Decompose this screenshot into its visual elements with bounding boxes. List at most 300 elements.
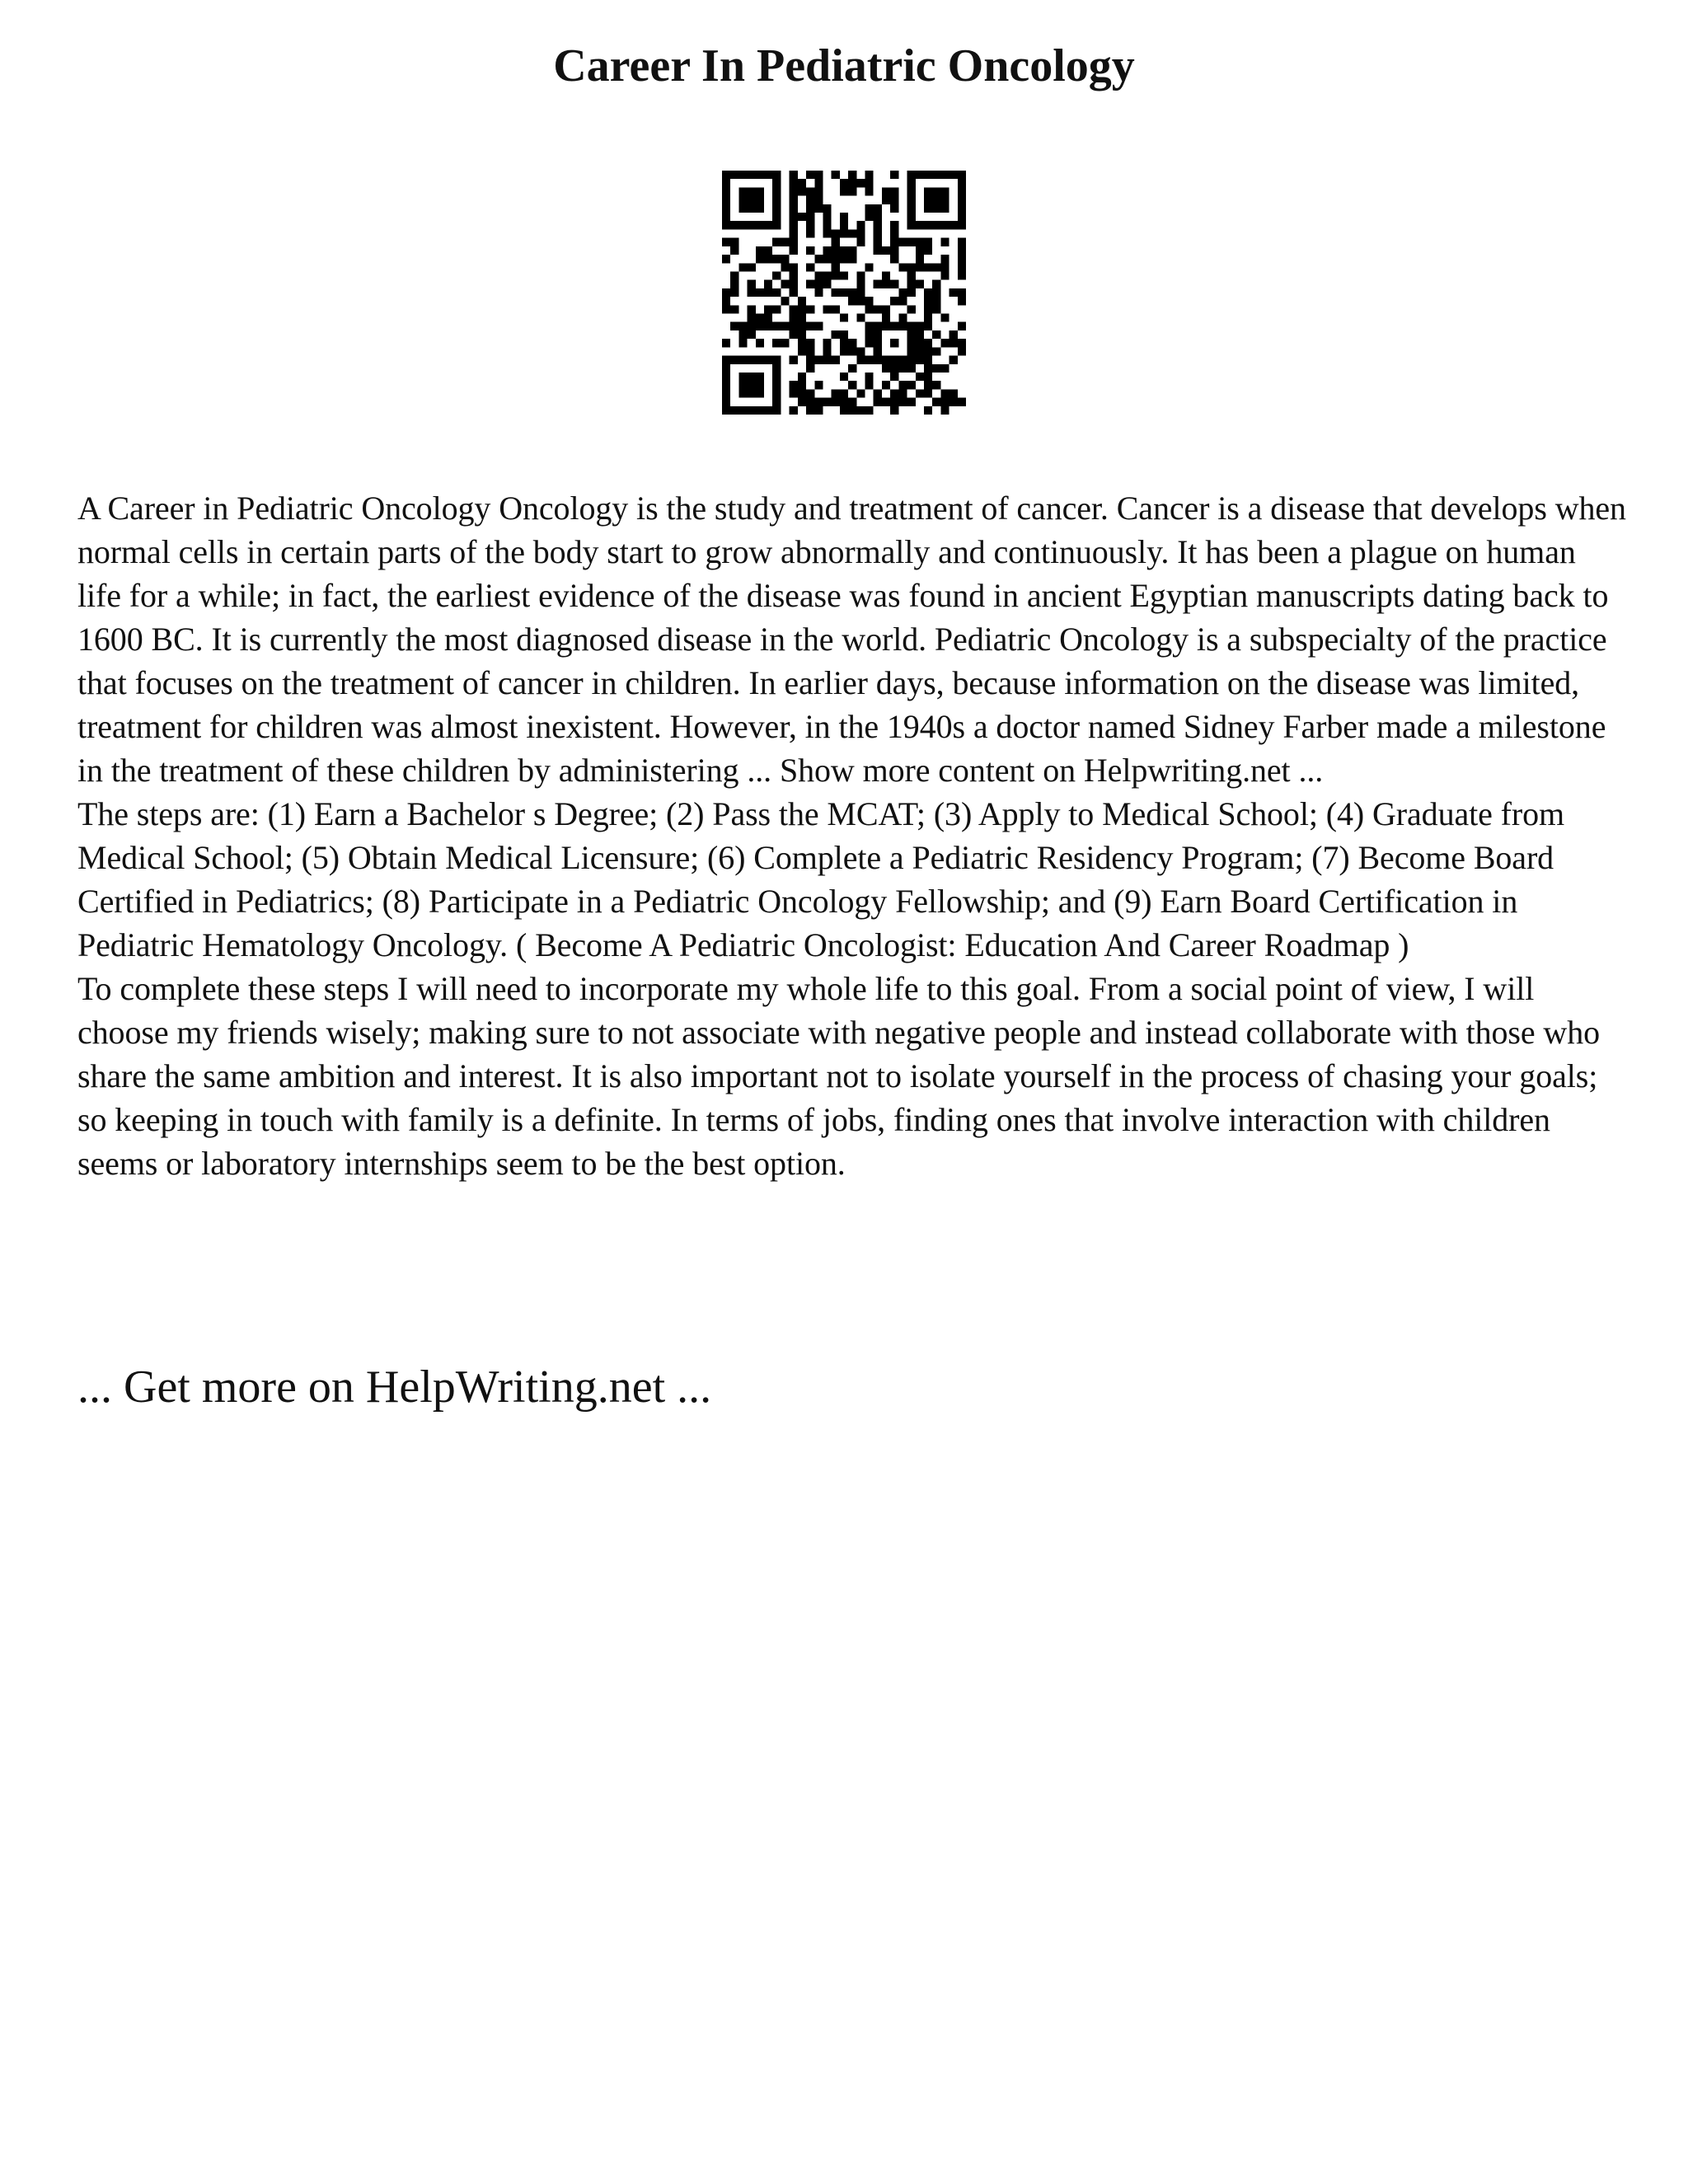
qr-module [840, 179, 848, 187]
qr-module [907, 398, 916, 406]
qr-module [840, 187, 848, 195]
qr-module [865, 263, 874, 271]
qr-module [840, 255, 848, 263]
qr-module [840, 314, 848, 322]
qr-module [874, 238, 882, 246]
qr-module [940, 204, 949, 213]
qr-module [932, 204, 940, 213]
qr-module [924, 171, 932, 179]
qr-module [772, 187, 781, 195]
qr-module [856, 356, 865, 364]
qr-module [848, 229, 856, 237]
qr-module [856, 314, 865, 322]
qr-module [890, 364, 898, 373]
qr-module [748, 330, 756, 339]
qr-module [748, 373, 756, 381]
qr-module [722, 373, 730, 381]
qr-module [756, 171, 764, 179]
qr-module [806, 356, 814, 364]
qr-module [798, 213, 806, 221]
qr-module [882, 271, 890, 279]
qr-module [907, 221, 916, 229]
qr-module [748, 221, 756, 229]
qr-module [898, 398, 907, 406]
qr-module [823, 339, 831, 347]
qr-module [950, 221, 958, 229]
qr-module [840, 221, 848, 229]
qr-module [823, 271, 831, 279]
qr-module [798, 381, 806, 389]
qr-module [840, 330, 848, 339]
qr-module [916, 347, 924, 355]
qr-module [756, 221, 764, 229]
qr-module [882, 356, 890, 364]
qr-module [874, 280, 882, 288]
qr-module [916, 238, 924, 246]
qr-module [907, 263, 916, 271]
qr-module [772, 179, 781, 187]
qr-module [924, 314, 932, 322]
qr-module [950, 389, 958, 397]
qr-module [722, 204, 730, 213]
qr-module [798, 187, 806, 195]
qr-module [832, 389, 840, 397]
qr-module [781, 280, 789, 288]
qr-module [772, 288, 781, 297]
qr-module [806, 171, 814, 179]
qr-module [958, 271, 966, 279]
qr-module [856, 347, 865, 355]
qr-module [806, 364, 814, 373]
qr-module [748, 406, 756, 415]
qr-module [932, 288, 940, 297]
qr-module [806, 339, 814, 347]
qr-module [772, 406, 781, 415]
qr-module [814, 271, 823, 279]
qr-code-graphic [722, 171, 966, 415]
qr-module [907, 187, 916, 195]
qr-module [772, 204, 781, 213]
qr-module [781, 339, 789, 347]
qr-module [756, 373, 764, 381]
qr-module [840, 389, 848, 397]
qr-module [874, 398, 882, 406]
qr-module [958, 221, 966, 229]
qr-module [890, 280, 898, 288]
qr-module [823, 204, 831, 213]
qr-module [874, 229, 882, 237]
qr-module [772, 398, 781, 406]
qr-module [907, 238, 916, 246]
qr-module [764, 314, 772, 322]
qr-module [916, 171, 924, 179]
qr-module [865, 171, 874, 179]
qr-module [848, 255, 856, 263]
qr-module [764, 288, 772, 297]
qr-module [756, 322, 764, 330]
qr-module [722, 187, 730, 195]
qr-module [840, 406, 848, 415]
qr-module [856, 271, 865, 279]
qr-module [832, 238, 840, 246]
qr-module [940, 187, 949, 195]
qr-module [832, 356, 840, 364]
qr-module [814, 280, 823, 288]
qr-module [756, 246, 764, 255]
qr-module [798, 347, 806, 355]
qr-module [907, 213, 916, 221]
qr-module [916, 339, 924, 347]
qr-module [924, 238, 932, 246]
qr-module [764, 406, 772, 415]
qr-module [924, 196, 932, 204]
qr-module [748, 204, 756, 213]
qr-module [772, 322, 781, 330]
qr-module [832, 229, 840, 237]
qr-module [790, 213, 798, 221]
qr-module [814, 406, 823, 415]
qr-module [738, 263, 747, 271]
qr-module [730, 280, 738, 288]
qr-module [865, 356, 874, 364]
qr-module [924, 406, 932, 415]
qr-module [958, 246, 966, 255]
qr-module [882, 305, 890, 313]
qr-module [730, 246, 738, 255]
qr-module [764, 356, 772, 364]
qr-module [958, 322, 966, 330]
qr-module [806, 204, 814, 213]
qr-module [798, 297, 806, 305]
qr-module [940, 196, 949, 204]
qr-module [840, 373, 848, 381]
qr-module [840, 213, 848, 221]
qr-module [730, 271, 738, 279]
qr-module [814, 187, 823, 195]
qr-module [916, 330, 924, 339]
qr-module [722, 255, 730, 263]
qr-module [798, 398, 806, 406]
qr-module [907, 280, 916, 288]
qr-module [874, 246, 882, 255]
qr-module [856, 280, 865, 288]
qr-module [898, 364, 907, 373]
qr-module [738, 381, 747, 389]
qr-module [756, 381, 764, 389]
qr-module [882, 314, 890, 322]
qr-module [823, 213, 831, 221]
qr-module [890, 246, 898, 255]
qr-module [814, 398, 823, 406]
qr-module [882, 187, 890, 195]
qr-module [924, 263, 932, 271]
qr-module [848, 364, 856, 373]
qr-module [848, 171, 856, 179]
qr-module [738, 330, 747, 339]
qr-module [790, 204, 798, 213]
qr-module [916, 373, 924, 381]
qr-module [772, 196, 781, 204]
qr-module [865, 305, 874, 313]
qr-module [790, 305, 798, 313]
qr-module [748, 263, 756, 271]
qr-module [874, 389, 882, 397]
qr-module [856, 406, 865, 415]
qr-module [940, 221, 949, 229]
qr-module [722, 179, 730, 187]
qr-module [790, 238, 798, 246]
qr-module [898, 288, 907, 297]
qr-module [832, 263, 840, 271]
qr-module [840, 288, 848, 297]
qr-module [823, 347, 831, 355]
qr-module [722, 238, 730, 246]
qr-module [730, 171, 738, 179]
qr-module [814, 204, 823, 213]
qr-module [738, 373, 747, 381]
article-body [77, 486, 1627, 1185]
qr-module [924, 356, 932, 364]
qr-module [748, 280, 756, 288]
qr-module [730, 356, 738, 364]
qr-module [916, 280, 924, 288]
qr-module [772, 255, 781, 263]
qr-module [806, 246, 814, 255]
qr-module [924, 373, 932, 381]
qr-module [722, 389, 730, 397]
qr-module [907, 271, 916, 279]
qr-module [772, 271, 781, 279]
qr-code-icon [722, 171, 966, 415]
qr-module [832, 171, 840, 179]
qr-module [772, 356, 781, 364]
qr-module [890, 406, 898, 415]
qr-module [848, 398, 856, 406]
qr-module [848, 406, 856, 415]
qr-module [874, 330, 882, 339]
qr-module [840, 398, 848, 406]
qr-module [738, 196, 747, 204]
qr-module [756, 389, 764, 397]
qr-module [890, 238, 898, 246]
qr-module [806, 221, 814, 229]
qr-module [907, 288, 916, 297]
qr-module [865, 381, 874, 389]
qr-module [924, 187, 932, 195]
get-more-link[interactable]: ... Get more on HelpWriting.net ... [77, 1361, 712, 1413]
qr-module [772, 213, 781, 221]
qr-module [924, 246, 932, 255]
qr-module [832, 288, 840, 297]
qr-module [748, 389, 756, 397]
qr-module [764, 322, 772, 330]
qr-module [798, 389, 806, 397]
qr-module [730, 288, 738, 297]
qr-module [898, 263, 907, 271]
qr-module [814, 255, 823, 263]
qr-module [722, 381, 730, 389]
qr-module [898, 314, 907, 322]
qr-module [738, 339, 747, 347]
qr-module [848, 347, 856, 355]
qr-module [924, 381, 932, 389]
qr-module [932, 196, 940, 204]
qr-module [848, 381, 856, 389]
qr-module [932, 330, 940, 339]
qr-module [772, 171, 781, 179]
qr-module [848, 179, 856, 187]
qr-module [916, 263, 924, 271]
qr-module [806, 398, 814, 406]
qr-module [865, 187, 874, 195]
qr-module [916, 322, 924, 330]
qr-module [806, 213, 814, 221]
qr-module [924, 389, 932, 397]
qr-module [781, 322, 789, 330]
qr-module [823, 221, 831, 229]
qr-module [738, 322, 747, 330]
qr-module [958, 398, 966, 406]
qr-module [814, 356, 823, 364]
qr-module [790, 314, 798, 322]
qr-module [772, 305, 781, 313]
qr-module [840, 347, 848, 355]
qr-module [814, 322, 823, 330]
qr-module [772, 221, 781, 229]
qr-module [890, 322, 898, 330]
qr-module [722, 356, 730, 364]
qr-module [907, 322, 916, 330]
qr-module [865, 330, 874, 339]
qr-module [748, 314, 756, 322]
qr-module [832, 398, 840, 406]
qr-module [890, 204, 898, 213]
qr-module [958, 196, 966, 204]
qr-module [823, 255, 831, 263]
qr-module [722, 406, 730, 415]
qr-module [890, 398, 898, 406]
qr-module [890, 389, 898, 397]
qr-module [730, 406, 738, 415]
qr-module [722, 288, 730, 297]
qr-module [806, 280, 814, 288]
qr-module [924, 322, 932, 330]
qr-module [940, 364, 949, 373]
qr-module [756, 255, 764, 263]
qr-module [806, 347, 814, 355]
qr-module [832, 255, 840, 263]
qr-module [790, 196, 798, 204]
qr-module [898, 389, 907, 397]
qr-module [932, 263, 940, 271]
qr-module [940, 339, 949, 347]
qr-module [756, 204, 764, 213]
qr-module [907, 196, 916, 204]
qr-module [932, 171, 940, 179]
qr-module [958, 347, 966, 355]
qr-module [958, 187, 966, 195]
qr-module [756, 339, 764, 347]
qr-module [898, 238, 907, 246]
qr-module [790, 381, 798, 389]
qr-module [722, 213, 730, 221]
qr-module [790, 356, 798, 364]
qr-module [856, 389, 865, 397]
qr-module [764, 280, 772, 288]
qr-module [722, 305, 730, 313]
qr-module [848, 246, 856, 255]
qr-module [882, 398, 890, 406]
qr-module [806, 263, 814, 271]
qr-module [932, 305, 940, 313]
qr-module [772, 389, 781, 397]
qr-module [840, 229, 848, 237]
qr-module [798, 179, 806, 187]
qr-module [865, 339, 874, 347]
qr-module [756, 187, 764, 195]
qr-module [798, 314, 806, 322]
qr-module [882, 364, 890, 373]
qr-module [856, 238, 865, 246]
qr-module [738, 221, 747, 229]
qr-module [932, 297, 940, 305]
paragraph-steps: The steps are: (1) Earn a Bachelor s Degree; (2) Pass the MCAT; (3) Apply to Medical School; (4) Graduate from Medical School; (5) Obtain Medical Licensure; (6) Complete a Pediatric Residency Program; (7) Become Board Certified in Pediatrics; (8) Participate in a Pediatric Oncology Fellowship; and (9) Earn Board Certification in Pediatric Hematology Oncology. ( Become A Pediatric Oncologist: Education And Career Roadmap ) [77, 795, 1565, 963]
qr-module [840, 339, 848, 347]
qr-module [798, 373, 806, 381]
qr-module [748, 187, 756, 195]
qr-module [756, 356, 764, 364]
qr-module [730, 221, 738, 229]
qr-module [874, 204, 882, 213]
qr-module [916, 255, 924, 263]
qr-module [940, 406, 949, 415]
qr-module [832, 271, 840, 279]
qr-module [865, 179, 874, 187]
qr-module [730, 305, 738, 313]
qr-module [722, 339, 730, 347]
qr-module [907, 347, 916, 355]
qr-module [898, 381, 907, 389]
qr-module [958, 255, 966, 263]
qr-module [764, 246, 772, 255]
qr-module [722, 221, 730, 229]
qr-module [814, 288, 823, 297]
qr-module [856, 288, 865, 297]
qr-module [738, 389, 747, 397]
qr-module [814, 196, 823, 204]
qr-module [790, 271, 798, 279]
qr-module [940, 389, 949, 397]
qr-module [882, 280, 890, 288]
qr-module [950, 356, 958, 364]
qr-module [958, 297, 966, 305]
qr-module [874, 305, 882, 313]
qr-module [890, 187, 898, 195]
qr-module [738, 187, 747, 195]
qr-module [790, 221, 798, 229]
qr-module [756, 406, 764, 415]
qr-module [806, 187, 814, 195]
qr-module [958, 263, 966, 271]
qr-module [832, 330, 840, 339]
qr-module [790, 330, 798, 339]
qr-module [722, 364, 730, 373]
qr-module [932, 187, 940, 195]
qr-module [950, 330, 958, 339]
qr-module [924, 297, 932, 305]
qr-module [890, 339, 898, 347]
qr-module [907, 339, 916, 347]
